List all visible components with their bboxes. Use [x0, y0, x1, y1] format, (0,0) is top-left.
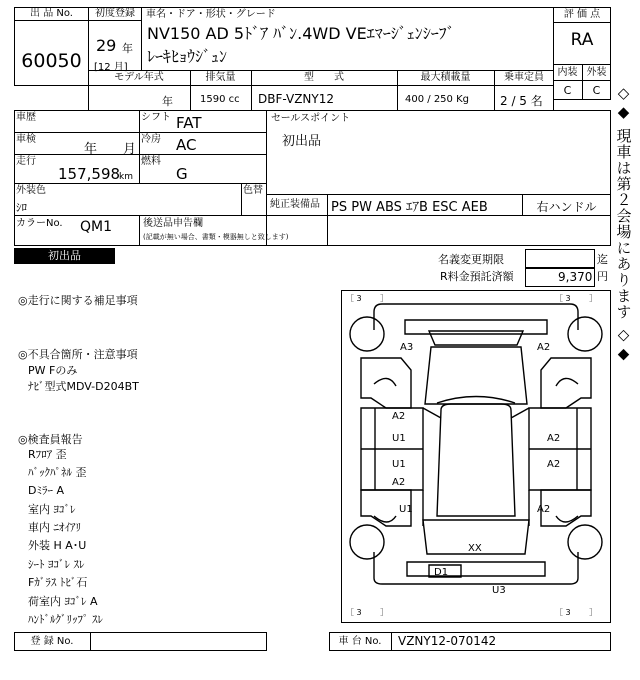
equipment-value: PS PW ABS ｴｱB ESC AEB — [331, 200, 488, 215]
car-name-line2: ﾚｰｷﾋｮｳｼﾞｭﾝ — [147, 47, 228, 66]
sales-point-value: 初出品 — [282, 134, 322, 149]
corner-br: ［ 3 ］ — [555, 608, 598, 617]
damage-mark: U1 — [392, 433, 406, 444]
damage-mark: D1 — [434, 567, 449, 578]
vertical-notice: ◇◆ 現車は第２会場にあります ◇◆ — [614, 84, 633, 364]
fuel-value: G — [176, 165, 188, 183]
name-change-label: 名義変更期限 — [438, 253, 504, 266]
first-reg-year: 29 — [96, 36, 117, 55]
front-right-wheel — [568, 317, 602, 351]
inspector-item: ﾊﾞｯｸﾊﾟﾈﾙ 歪 — [28, 466, 87, 479]
windshield — [425, 347, 527, 404]
inspector-item: 外装 H A･U — [28, 539, 87, 552]
type-label: 型 式 — [304, 72, 344, 83]
reg-no-label: 登 録 No. — [30, 636, 74, 647]
front-left-fender — [361, 358, 411, 408]
capacity-value: 2 / 5 名 — [500, 94, 543, 108]
damage-mark: U1 — [399, 504, 413, 515]
damage-mark: A2 — [547, 433, 561, 444]
defect-item: ﾅﾋﾞ型式MDV-D204BT — [28, 380, 139, 393]
color-change-label: 色替 — [243, 185, 263, 196]
chassis-value: VZNY12-070142 — [398, 634, 497, 648]
recycle-label: R料金預託済額 — [440, 270, 514, 283]
damage-mark: A2 — [537, 342, 551, 353]
defects-header: ◎不具合箇所・注意事項 — [18, 348, 138, 361]
chassis-label: 車 台 No. — [338, 636, 382, 647]
eval-score: RA — [570, 30, 594, 50]
shift-label: シフト — [141, 112, 171, 123]
first-listing-banner: 初出品 — [14, 248, 115, 264]
ext-color-label: 外装色 — [16, 185, 46, 196]
inspector-item: 荷室内 ﾖｺﾞﾚ A — [28, 595, 98, 608]
front-right-fender — [541, 358, 591, 408]
interior-label: 内装 — [557, 67, 578, 78]
capacity-label: 乗車定員 — [504, 72, 544, 83]
damage-mark: A3 — [400, 342, 414, 353]
max-load-value: 400 / 250 Kg — [405, 94, 469, 105]
model-year-label: モデル年式 — [114, 72, 164, 83]
shift-value: FAT — [176, 114, 202, 132]
damage-mark: XX — [468, 543, 482, 554]
hood-inner — [429, 331, 523, 345]
damage-mark: A2 — [537, 504, 551, 515]
color-no-value: QM1 — [80, 219, 113, 235]
damage-mark: A2 — [392, 411, 406, 422]
corner-bl: ［ 3 ］ — [346, 608, 389, 617]
first-reg-month: [12 月] — [94, 62, 128, 73]
aftermarket-note: (記載が無い場合、書類・模器無しと致します) — [143, 233, 289, 241]
ac-value: AC — [176, 136, 197, 154]
type-value: DBF-VZNY12 — [258, 92, 335, 106]
first-reg-label: 初度登録 — [95, 8, 135, 19]
ext-color-value: ｼﾛ — [16, 201, 27, 214]
corner-tl: ［ 3 ］ — [346, 294, 389, 303]
inspector-item: 室内 ﾖｺﾞﾚ — [28, 503, 76, 516]
corner-tr: ［ 3 ］ — [555, 294, 598, 303]
aftermarket-label: 後送品申告欄 — [143, 218, 203, 229]
displacement-value: 1590 cc — [200, 94, 240, 105]
rear-bumper-inner — [407, 562, 545, 576]
damage-mark: A2 — [392, 477, 406, 488]
damage-diagram — [341, 290, 611, 623]
name-change-unit: 迄 — [597, 253, 608, 266]
inspection-label: 車検 — [16, 134, 36, 145]
inspection-value: 年 月 — [84, 142, 137, 157]
exterior-label: 外装 — [586, 67, 607, 78]
interior-grade: C — [563, 84, 572, 97]
model-year-value: 年 — [162, 95, 173, 108]
sales-point-label: セールスポイント — [271, 113, 351, 124]
year-unit: 年 — [122, 42, 133, 55]
displacement-label: 排気量 — [205, 72, 236, 83]
color-no-label: カラーNo. — [16, 218, 63, 229]
lot-no-value: 60050 — [21, 50, 82, 72]
defect-item: PW Fのみ — [28, 364, 78, 377]
inspector-item: Rﾌﾛｱ 歪 — [28, 448, 67, 461]
lot-no-label: 出 品 No. — [30, 8, 73, 19]
roof — [437, 404, 515, 516]
recycle-unit: 円 — [597, 270, 608, 283]
damage-mark: U1 — [392, 459, 406, 470]
ac-label: 冷房 — [141, 134, 161, 145]
mileage-label: 走行 — [16, 156, 36, 167]
front-left-wheel — [350, 317, 384, 351]
car-name-line1: NV150 AD 5ﾄﾞｱ ﾊﾞﾝ.4WD VEｴﾏｰｼﾞｪﾝｼｰﾌﾞ — [147, 24, 455, 43]
steering-value: 右ハンドル — [536, 200, 597, 214]
rear-bumper — [374, 552, 578, 584]
damage-mark: U3 — [492, 585, 506, 596]
eval-label: 評 価 点 — [563, 9, 601, 20]
inspector-item: Dﾐﾗｰ A — [28, 484, 64, 497]
mileage-unit: km — [119, 172, 133, 182]
history-label: 車歴 — [16, 112, 36, 123]
fuel-label: 燃料 — [141, 156, 161, 167]
inspector-item: Fｶﾞﾗｽ ﾄﾋﾞ石 — [28, 576, 88, 589]
exterior-grade: C — [592, 84, 601, 97]
rear-left-wheel — [350, 525, 384, 559]
inspector-header: ◎検査員報告 — [18, 433, 83, 446]
recycle-value: 9,370 — [558, 270, 593, 284]
driving-notes-header: ◎走行に関する補足事項 — [18, 294, 138, 307]
damage-mark: A2 — [547, 459, 561, 470]
hood — [405, 320, 547, 334]
rear-right-wheel — [568, 525, 602, 559]
mileage-value: 157,598 — [58, 165, 121, 183]
max-load-label: 最大積載量 — [420, 72, 471, 83]
inspector-item: ｼｰﾄ ﾖｺﾞﾚ ｽﾚ — [28, 558, 85, 571]
inspector-item: 車内 ﾆｵｲｱﾘ — [28, 521, 81, 534]
inspector-item: ﾊﾝﾄﾞﾙｸﾞﾘｯﾌﾟ ｽﾚ — [28, 613, 103, 626]
name-change-field — [525, 249, 595, 268]
equipment-label: 純正装備品 — [270, 199, 320, 210]
car-name-label: 車名・ドア・形状・グレード — [146, 9, 276, 20]
